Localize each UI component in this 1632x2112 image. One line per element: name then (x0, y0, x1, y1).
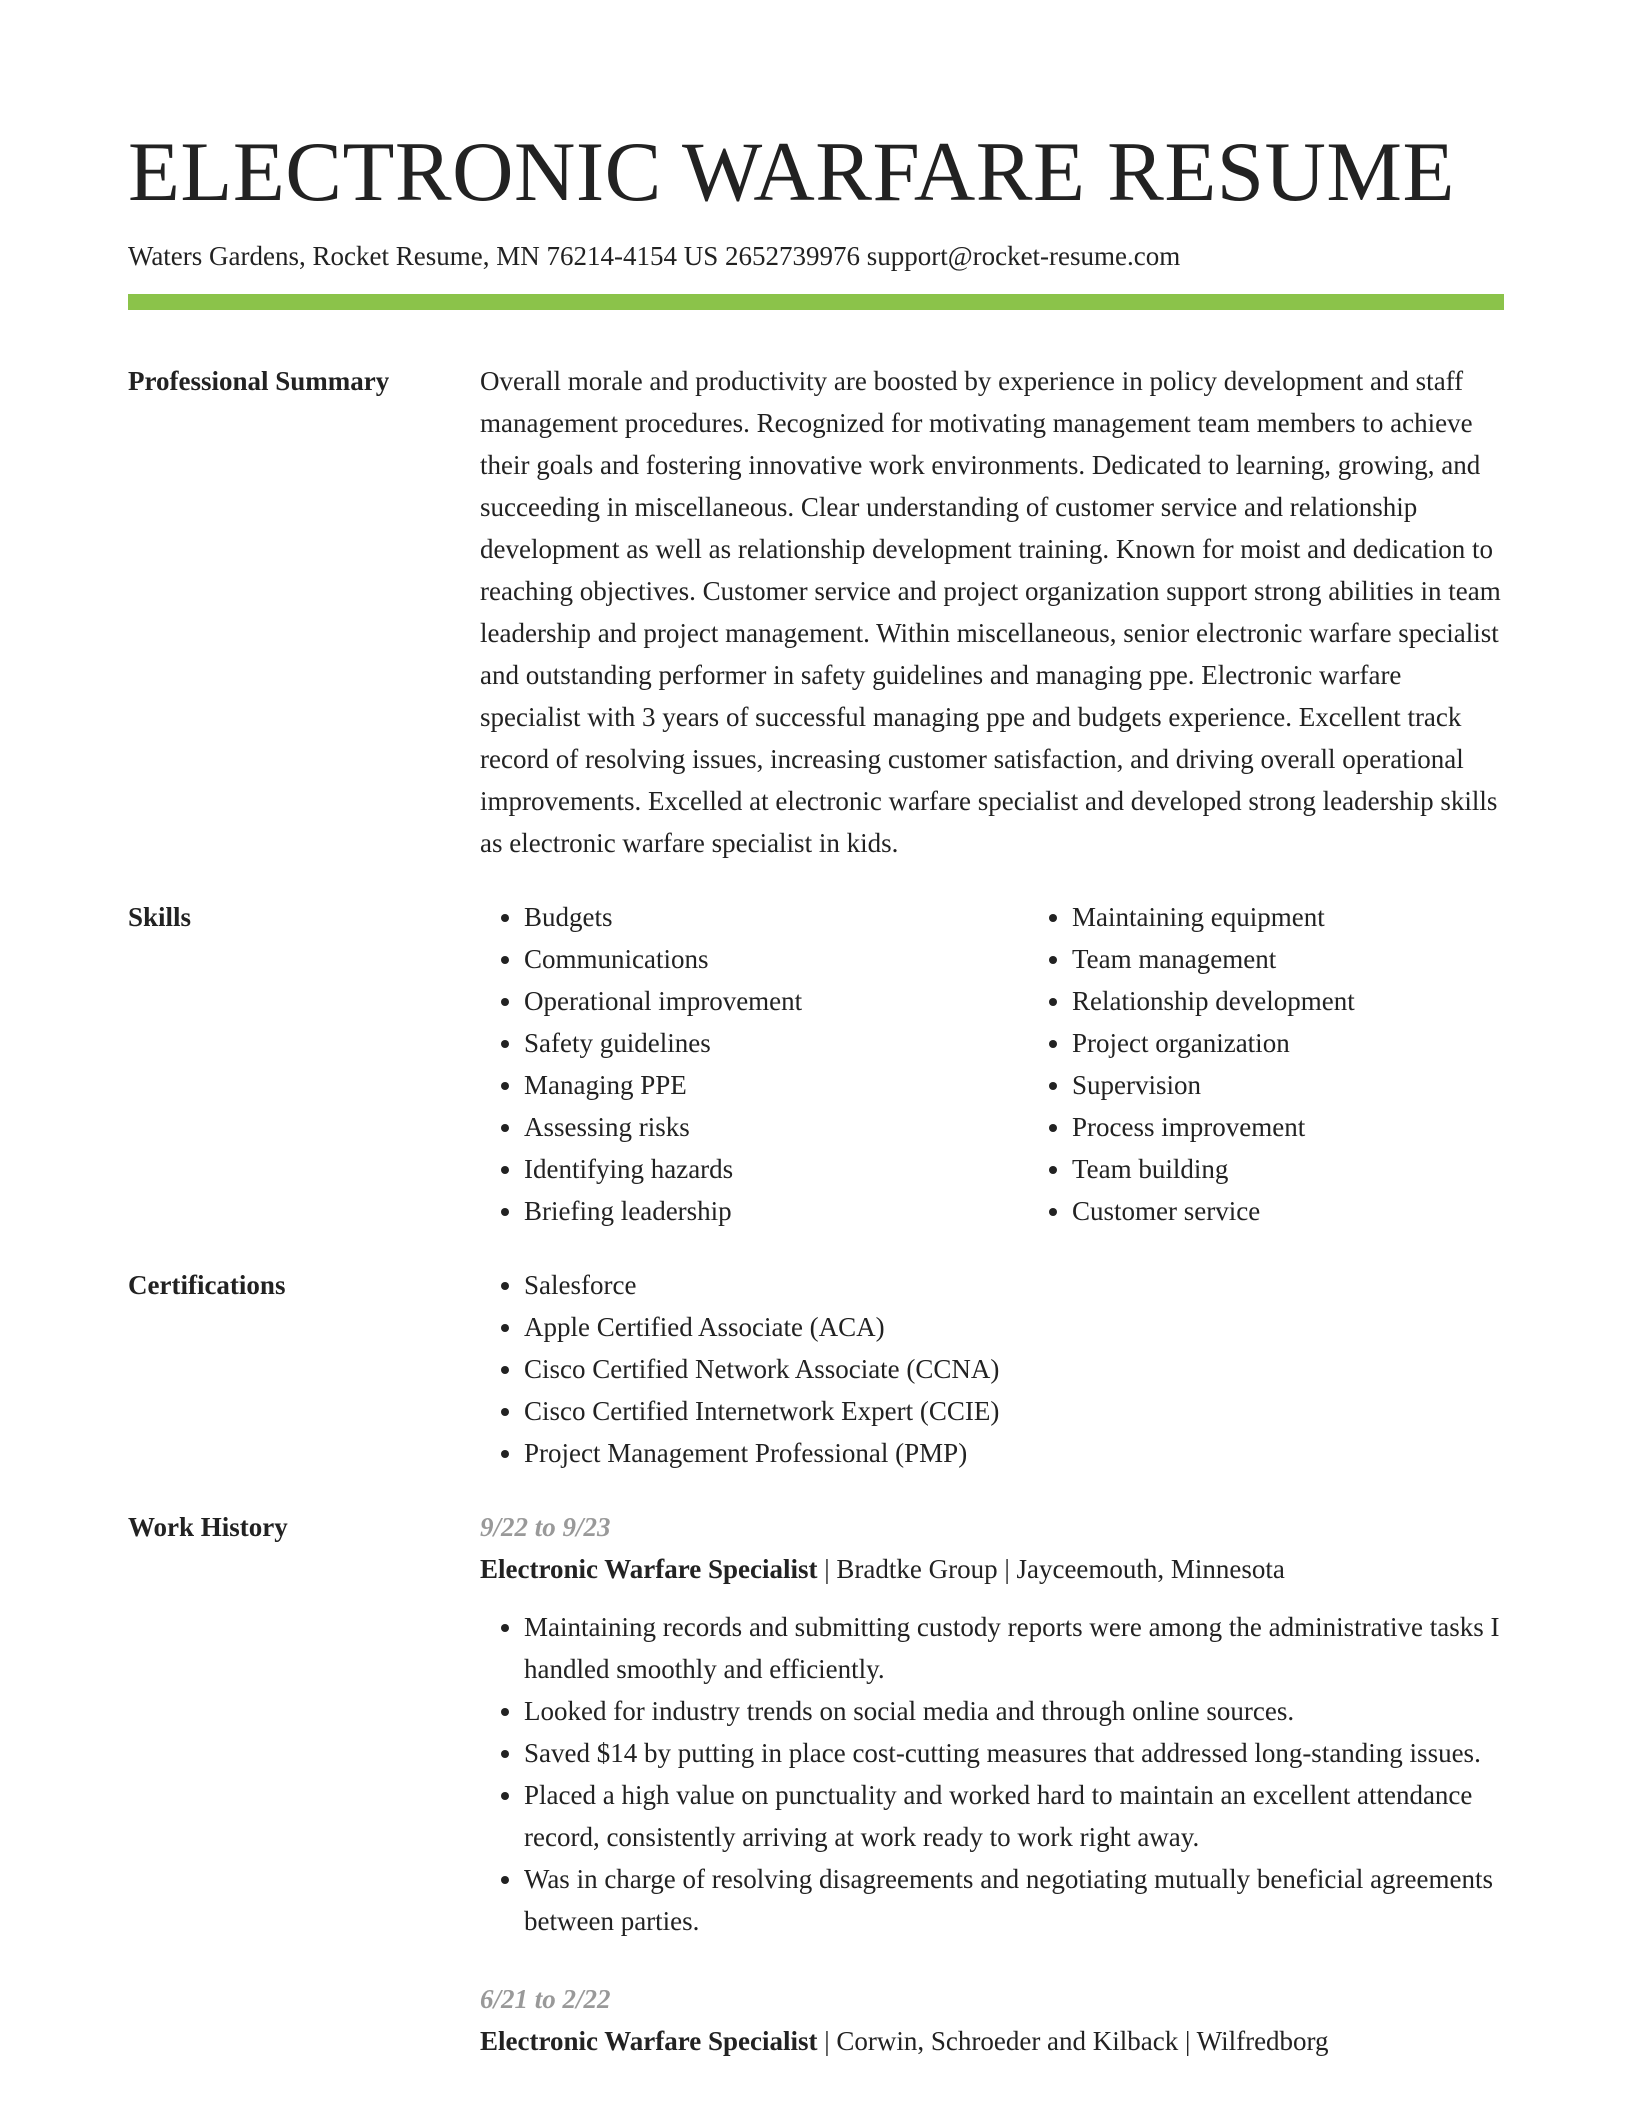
skills-body (480, 896, 1576, 1232)
certification-item: • Apple Certified Associate (ACA) (524, 1306, 1504, 1348)
resume-title: ELECTRONIC WARFARE RESUME (128, 125, 1455, 219)
job-company-location: | Corwin, Schroeder and Kilback | Wilfredborg (817, 2026, 1329, 2057)
certifications-body (480, 1264, 1504, 1474)
job-heading (480, 2020, 1504, 2062)
skill-item: • Team building (1072, 1148, 1576, 1190)
job-company-location: | Bradtke Group | Jayceemouth, Minnesota (817, 1554, 1285, 1585)
skill-item: • Safety guidelines (524, 1022, 1028, 1064)
job-duty-item: • Was in charge of resolving disagreements and negotiating mutually beneficial agreements between parties. (524, 1858, 1504, 1942)
certifications-section (128, 1264, 1504, 1474)
skills-list-right (1028, 896, 1576, 1232)
job-duty-item: • Looked for industry trends on social media and through online sources. (524, 1690, 1504, 1732)
job-duty-item: • Placed a high value on punctuality and worked hard to maintain an excellent attendance record, consistently arriving at work ready to work right away. (524, 1774, 1504, 1858)
skill-item: • Operational improvement (524, 980, 1028, 1022)
skill-item: • Identifying hazards (524, 1148, 1028, 1190)
job-entry (480, 1978, 1504, 2062)
skill-item: • Project organization (1072, 1022, 1576, 1064)
skill-item: • Briefing leadership (524, 1190, 1028, 1232)
contact-info: Waters Gardens, Rocket Resume, MN 76214-4154 US 2652739976 support@rocket-resume.com (128, 241, 1181, 271)
skills-section (128, 896, 1504, 1232)
certification-item: • Project Management Professional (PMP) (524, 1432, 1504, 1474)
skill-item: • Relationship development (1072, 980, 1576, 1022)
professional-summary-body (480, 360, 1504, 864)
job-title: Electronic Warfare Specialist (480, 1554, 818, 1585)
skills-list-left (480, 896, 1028, 1232)
skills-columns (480, 896, 1576, 1232)
skill-item: • Assessing risks (524, 1106, 1028, 1148)
skill-item: • Budgets (524, 896, 1028, 938)
certification-item: • Cisco Certified Network Associate (CCNA) (524, 1348, 1504, 1390)
professional-summary-section (128, 360, 1504, 864)
skill-item: • Communications (524, 938, 1028, 980)
accent-divider (128, 294, 1504, 310)
certification-item: • Cisco Certified Internetwork Expert (CCIE) (524, 1390, 1504, 1432)
work-history-body (480, 1506, 1504, 2062)
job-dates: 9/22 to 9/23 (480, 1512, 611, 1543)
certifications-list (480, 1264, 1504, 1474)
skill-item: • Process improvement (1072, 1106, 1576, 1148)
skill-item: • Maintaining equipment (1072, 896, 1576, 938)
work-history-section (128, 1506, 1504, 2062)
certification-item: • Salesforce (524, 1264, 1504, 1306)
job-heading (480, 1548, 1504, 1590)
job-entry (480, 1506, 1504, 1942)
job-duty-item: • Maintaining records and submitting custody reports were among the administrative tasks I handled smoothly and efficiently. (524, 1606, 1504, 1690)
job-title: Electronic Warfare Specialist (480, 2026, 818, 2057)
job-duty-item: • Saved $14 by putting in place cost-cutting measures that addressed long-standing issues. (524, 1732, 1504, 1774)
job-dates: 6/21 to 2/22 (480, 1984, 611, 2015)
skill-item: • Team management (1072, 938, 1576, 980)
resume-page (128, 120, 1504, 2062)
summary-text: Overall morale and productivity are boosted by experience in policy development and staff management procedures. Recognized for motivating management team members to achieve their goals and fostering innovative work environments. Dedicated to learning, growing, and succeeding in miscellaneous. Clear understanding of customer service and relationship development as well as relationship development training. Known for moist and dedication to reaching objectives. Customer service and project organization support strong abilities in team leadership and project management. Within miscellaneous, senior electronic warfare specialist and outstanding performer in safety guidelines and managing ppe. Electronic warfare specialist with 3 years of successful managing ppe and budgets experience. Excellent track record of resolving issues, increasing customer satisfaction, and driving overall operational improvements. Excelled at electronic warfare specialist and developed strong leadership skills as electronic warfare specialist in kids. (480, 366, 1501, 859)
section-label-professional-summary: Professional Summary (128, 366, 390, 397)
skill-item: • Supervision (1072, 1064, 1576, 1106)
section-label-work-history: Work History (128, 1512, 288, 1543)
section-label-certifications: Certifications (128, 1270, 286, 1301)
section-label-skills: Skills (128, 902, 192, 933)
skill-item: • Customer service (1072, 1190, 1576, 1232)
skill-item: • Managing PPE (524, 1064, 1028, 1106)
job-duties-list (480, 1606, 1504, 1942)
